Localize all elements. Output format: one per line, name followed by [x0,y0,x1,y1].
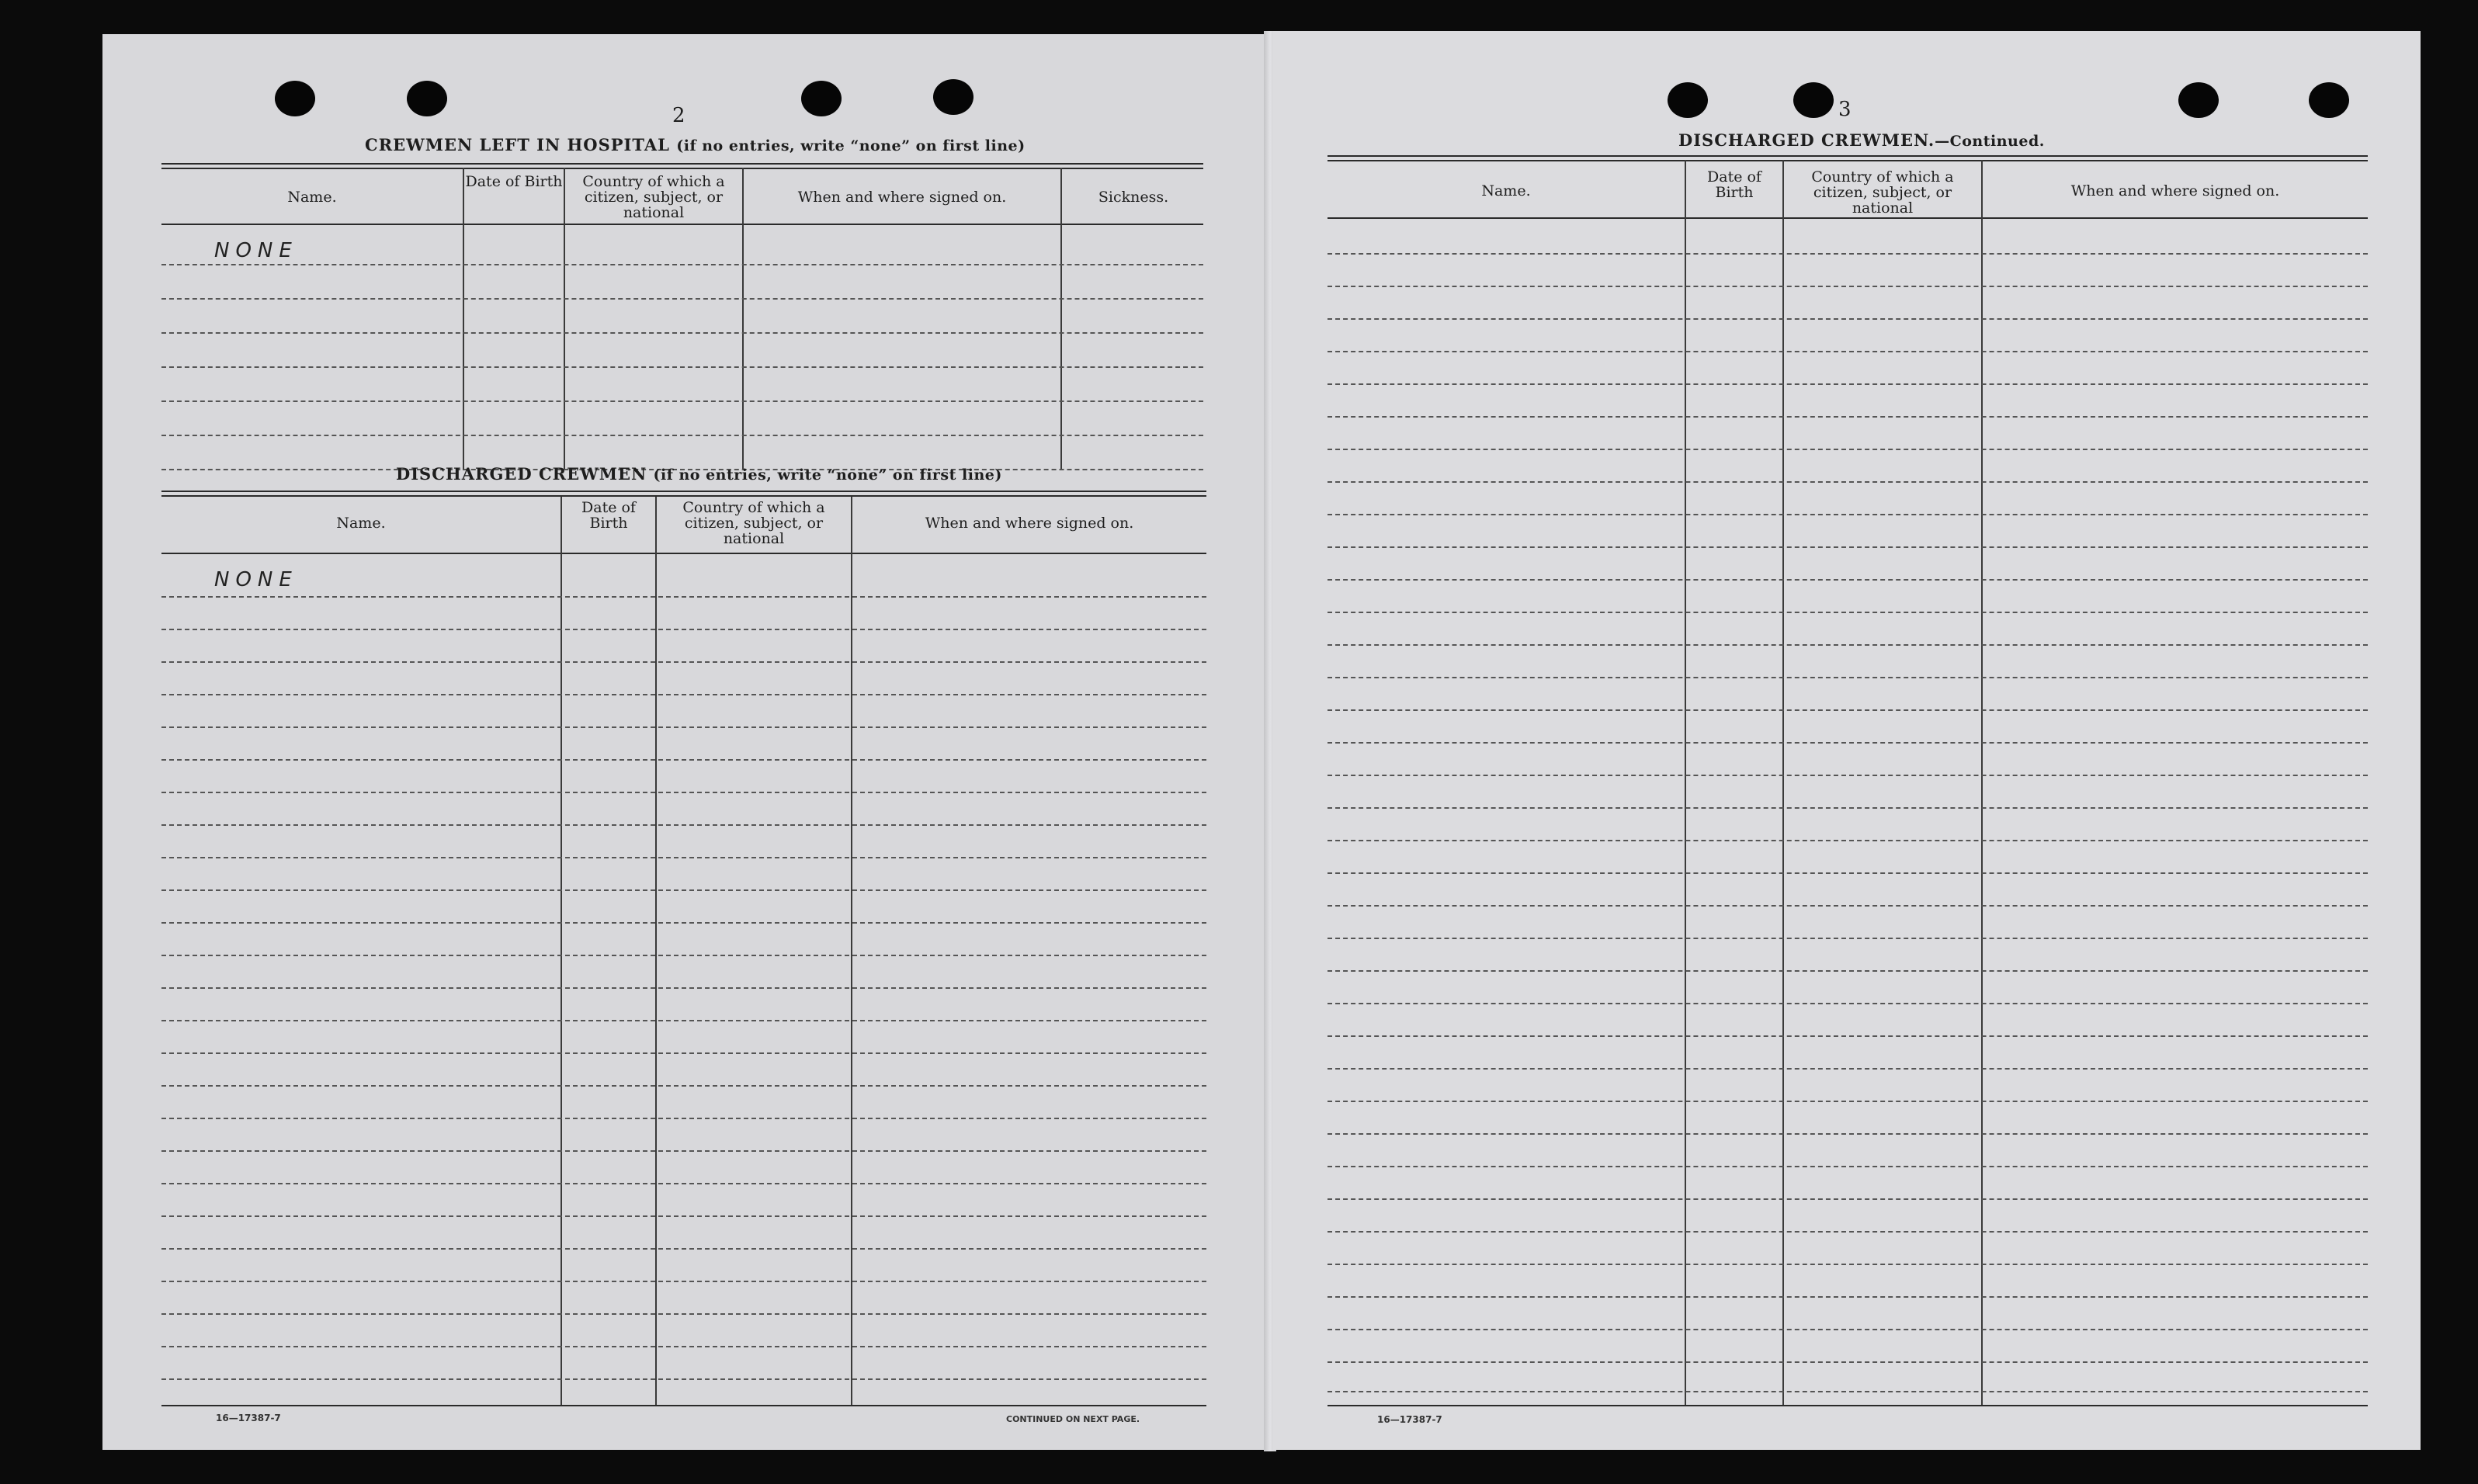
entry-line [1328,351,2368,352]
discharged-title-text: DISCHARGED CREWMEN. [1678,130,1935,150]
col-header-country: Country of which a citizen, subject, or national [1811,168,1954,217]
entry-line [161,1085,1206,1087]
entry-line [1328,1068,2368,1070]
entry-line [1328,1166,2368,1167]
page-number: 3 [1838,98,1852,121]
hospital-section-title [365,135,1026,154]
entry-line [1328,1101,2368,1102]
entry-line [161,1281,1206,1282]
rule [161,163,1203,165]
rule [1328,155,2368,157]
rule [1328,217,2368,219]
entry-line [1328,1329,2368,1330]
left-page [102,34,1270,1450]
col-header-name: Name. [1481,182,1531,199]
punch-hole [801,81,842,116]
col-divider [564,168,565,470]
entry-line [1328,905,2368,907]
entry-line [161,726,1206,728]
hospital-title-text: CREWMEN LEFT IN HOSPITAL [365,135,670,154]
entry-line [1328,579,2368,581]
punch-hole [1793,82,1834,118]
entry-line [161,857,1206,858]
right-page [1273,31,2421,1450]
rule [161,491,1206,492]
entry-line [161,824,1206,826]
entry-line [1328,383,2368,385]
hospital-instruction: (if no entries, write “none” on first line) [676,137,1026,154]
entry-line [1328,1231,2368,1233]
entry-line [1328,286,2368,287]
rule [161,495,1206,497]
rule [161,1405,1206,1406]
entry-line [1328,840,2368,841]
continued-suffix: —Continued. [1935,133,2045,150]
col-header-dob: Date of Birth [465,173,563,190]
col-header-signed-on: When and where signed on. [2070,182,2280,199]
entry-line [161,661,1206,663]
form-number: 16—17387-7 [1377,1414,1442,1425]
col-divider [463,168,464,470]
entry-line [1328,318,2368,320]
entry-line [1328,481,2368,483]
entry-line [1328,1264,2368,1265]
entry-line [1328,1198,2368,1200]
rule [1328,160,2368,161]
col-header-signed-on: When and where signed on. [925,515,1134,532]
entry-line [161,435,1203,436]
entry-line [1328,644,2368,646]
entry-line [1328,1296,2368,1298]
col-header-dob: Date of Birth [581,499,636,532]
entry-line [161,1118,1206,1119]
col-header-sickness: Sickness. [1098,189,1169,206]
punch-hole [2178,82,2219,118]
entry-line [161,264,1203,265]
entry-line [1328,775,2368,776]
entry-line [161,596,1206,598]
entry-line [161,400,1203,402]
discharged-instruction: (if no entries, write “none” on first line) [653,466,1002,484]
discharged-continued-title [1678,130,2045,150]
rule [161,168,1203,169]
col-header-signed-on: When and where signed on. [797,189,1007,206]
entry-line [161,1215,1206,1217]
entry-line [1328,612,2368,613]
entry-line [1328,938,2368,939]
entry-line [1328,1361,2368,1363]
rule [1328,1405,2368,1406]
entry-line [161,366,1203,368]
punch-hole [275,81,315,116]
punch-hole [933,79,974,115]
entry-line [1328,807,2368,809]
entry-line [161,298,1203,300]
entry-line [161,1248,1206,1250]
col-divider [1981,160,1983,1405]
entry-line [1328,1391,2368,1392]
entry-line [1328,546,2368,548]
entry-line [1328,416,2368,418]
col-divider [1060,168,1062,470]
col-divider [1782,160,1784,1405]
entry-line [161,1150,1206,1152]
entry-line [161,1313,1206,1315]
entry-line [161,759,1206,761]
continued-note: CONTINUED ON NEXT PAGE. [1006,1414,1140,1424]
col-header-name: Name. [336,515,386,532]
entry-line [161,987,1206,989]
col-header-name: Name. [287,189,337,206]
entry-line [161,1020,1206,1021]
entry-line [1328,742,2368,744]
entry-line [161,922,1206,924]
discharged-title-text: DISCHARGED CREWMEN [396,464,647,484]
col-header-country: Country of which a citizen, subject, or national [582,173,725,221]
entry-line [1328,677,2368,678]
entry-line [161,1183,1206,1184]
entry-line [161,889,1206,891]
discharged-section-title [396,464,1002,484]
entry-line [1328,872,2368,874]
entry-line [1328,253,2368,255]
entry-line [161,1378,1206,1380]
entry-line [1328,1133,2368,1135]
entry-line [1328,1035,2368,1037]
col-divider [851,497,852,1405]
rule [161,553,1206,554]
col-divider [655,497,657,1405]
entry-line [161,629,1206,630]
entry-line [161,694,1206,695]
col-divider [560,497,562,1405]
col-header-dob: Date of Birth [1707,168,1761,201]
handwritten-none: NONE [214,239,298,262]
rule [161,224,1203,225]
entry-line [1328,449,2368,450]
page-number: 2 [672,104,685,127]
entry-line [1328,514,2368,515]
col-divider [1685,160,1686,1405]
col-divider [742,168,744,470]
entry-line [161,1346,1206,1347]
entry-line [161,792,1206,793]
col-header-country: Country of which a citizen, subject, or national [682,499,825,547]
entry-line [161,1052,1206,1054]
entry-line [1328,970,2368,972]
punch-hole [407,81,447,116]
entry-line [161,332,1203,334]
punch-hole [1668,82,1708,118]
form-number: 16—17387-7 [216,1413,281,1423]
punch-hole [2309,82,2349,118]
handwritten-none: NONE [214,568,298,591]
entry-line [1328,1003,2368,1004]
entry-line [1328,709,2368,711]
entry-line [161,955,1206,956]
